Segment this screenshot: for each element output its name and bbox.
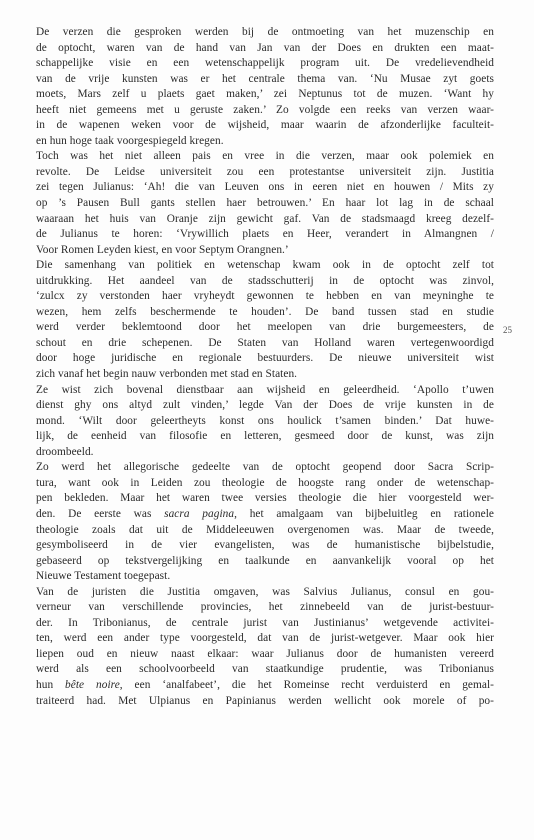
text-line: de Julianus te horen: ‘Vrywillich plaets en Heer, verandert in Almangnen /	[36, 228, 494, 241]
text-line: revolte. De Leidse universiteit zou een protestantse universiteit zijn. Justitia	[36, 165, 494, 178]
text-line: door hoge juridische en regionale bestuurders. De nieuwe universiteit wist	[36, 352, 494, 365]
text-line: gebaseerd op tekstvergelijking en taalkunde en aanvankelijk vooral op het	[36, 554, 494, 567]
text-line: wezen, hem zelfs beschermende te houden’. De band tussen stad en studie	[36, 305, 494, 318]
body-text	[36, 25, 494, 709]
text-line: Toch was het niet alleen pais en vree in die verzen, maar ook polemiek en	[36, 150, 494, 163]
text-line: op ’s Pausen Bull gants stellen haer betrouwen.’ En haar lot lag in de schaal	[36, 197, 494, 210]
text-line: pen bekleden. Maar het waren twee versies theologie die hier voorgesteld wer-	[36, 492, 494, 505]
text-line: traiteerd had. Met Ulpianus en Papinianus werden wellicht ook morele of po-	[36, 694, 494, 707]
text-line: werd verder beklemtoond door het meelopen van drie burgemeesters, de	[36, 321, 494, 334]
text-line: Ze wist zich bovenal dienstbaar aan wijsheid en geleerdheid. ‘Apollo t’uwen	[36, 383, 494, 396]
text-line: liepen oud en nieuw naast elkaar: waar Julianus door de humanisten vereerd	[36, 647, 494, 660]
text-line: schappelijke visie en een wetenschappelijk program uit. De vredelievendheid	[36, 57, 494, 70]
text-line: droombeeld.	[36, 445, 94, 458]
text-line: in de wapenen weken voor de wijsheid, maar waarin de afzonderlijke faculteit-	[36, 119, 494, 132]
text-line: dienst ghy ons altyd zult vinden,’ legde Van der Does de vrije kunsten in de	[36, 399, 494, 412]
text-line: en hun hoge taak voorgespiegeld kregen.	[36, 134, 224, 147]
paragraph	[36, 258, 494, 382]
text-line: uitdrukking. Het aandeel van de stadsschutterij in de optocht was zinvol,	[36, 274, 494, 287]
text-line: der. In Tribonianus, de centrale jurist van Justinianus’ wetgevende activitei-	[36, 616, 494, 629]
text-line: mond. ‘Wilt door geleertheyts konst ons houlick t’samen binden.’ Dat huwe-	[36, 414, 494, 427]
italic-term: sacra pagina	[164, 507, 235, 520]
text-line: verneur van verschillende provincies, het zinnebeeld van de jurist-bestuur-	[36, 601, 494, 614]
text-line: De verzen die gesproken werden bij de ontmoeting van het muzenschip en	[36, 26, 494, 38]
text-line: Voor Romen Leyden kiest, en voor Septym Orangnen.’	[36, 243, 289, 256]
text-line: van de vrije kunsten was er het centrale thema van. ‘Nu Musae zyt goets	[36, 72, 494, 85]
text-line: de optocht, waren van de hand van Jan van der Does en drukten een maat-	[36, 41, 494, 54]
text-line: ten, werd een ander type voorgesteld, dat van de jurist-wetgever. Maar ook hier	[36, 632, 494, 645]
text-line: hun bête noire, een ‘analfabeet’, die het Romeinse recht verduisterd en gemal-	[36, 678, 494, 691]
text-line: werd als een schoolvoorbeeld van staatkundige prudentie, was Tribonianus	[36, 663, 494, 676]
paragraph	[36, 25, 494, 149]
text-line: Nieuwe Testament toegepast.	[36, 570, 171, 583]
text-line: gesymboliseerd in de vier evangelisten, was de humanistische bijbelstudie,	[36, 539, 494, 552]
text-line: tura, want ook in Leiden zou theologie de hoogste rang onder de wetenschap-	[36, 476, 494, 489]
text-line: zich vanaf het begin nauw verbonden met stad en Staten.	[36, 368, 298, 381]
text-line: Zo werd het allegorische gedeelte van de optocht geopend door Sacra Scrip-	[36, 461, 494, 474]
text-line: heeft niet gemeens met u geruste zaken.’ Zo volgde een reeks van verzen waar-	[36, 103, 494, 116]
text-line: moets, Mars zelf u plaets gaet maken,’ zei Neptunus tot de muzen. ‘Want hy	[36, 88, 494, 101]
text-line: schout en drie schepenen. De Staten van Holland waren vertegenwoordigd	[36, 336, 494, 349]
text-line: den. De eerste was sacra pagina, het amalgaam van bijbeluitleg en rationele	[36, 507, 494, 520]
paragraph	[36, 585, 494, 709]
text-line: ‘zulcx zy verstonden haer vryheydt gewonnen te hebben en van meyninghe te	[36, 290, 494, 303]
text-line: waaraan het huis van Oranje zijn gewicht gaf. Van de stadsmaagd kreeg dezelf-	[36, 212, 494, 225]
italic-term: bête noire	[65, 678, 120, 691]
text-line: Die samenhang van politiek en wetenschap kwam ook in de optocht zelf tot	[36, 259, 494, 272]
paragraph	[36, 149, 494, 258]
text-line: Van de juristen die Justitia omgaven, was Salvius Julianus, consul en gou-	[36, 585, 494, 598]
paragraph	[36, 460, 494, 584]
text-line: lijk, de eenheid van filosofie en letteren, gesmeed door de kunst, was zijn	[36, 430, 494, 443]
text-line: theologie zoals dat uit de Middeleeuwen overgenomen was. Maar de tweede,	[36, 523, 494, 536]
paragraph	[36, 383, 494, 461]
text-line: zei tegen Julianus: ‘Ah! die van Leuven ons in eeren niet en houwen / Mits zy	[36, 181, 494, 194]
page-number: 25	[503, 325, 512, 335]
